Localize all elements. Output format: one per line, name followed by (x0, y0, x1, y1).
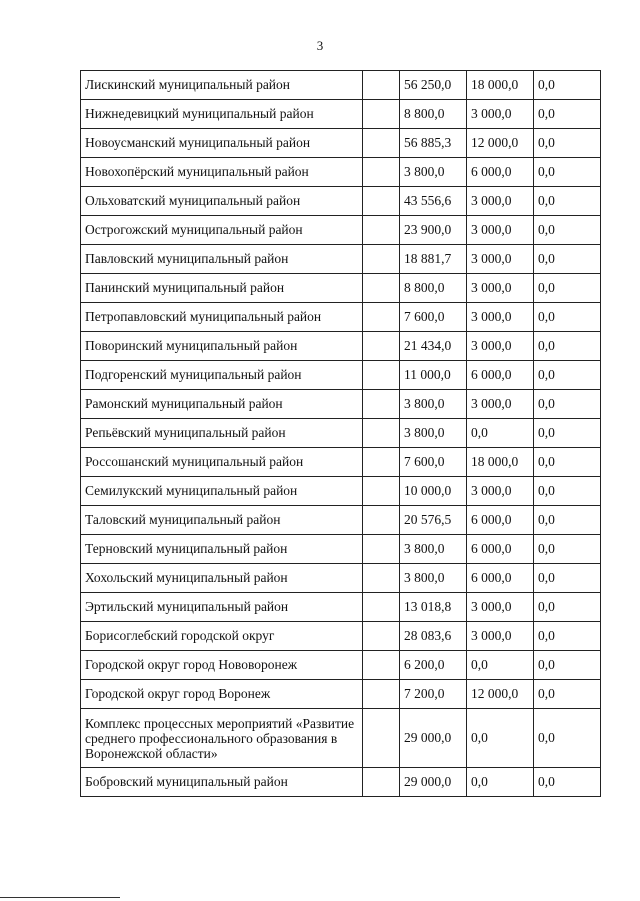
row-name-cell: Семилукский муниципальный район (81, 477, 363, 506)
table-row (81, 651, 601, 680)
table-row (81, 390, 601, 419)
table-row (81, 593, 601, 622)
row-value-2-cell: 6 000,0 (467, 361, 534, 390)
row-value-2-cell: 12 000,0 (467, 129, 534, 158)
table-row (81, 187, 601, 216)
row-value-2-cell: 3 000,0 (467, 622, 534, 651)
row-name-cell: Рамонский муниципальный район (81, 390, 363, 419)
row-value-3-cell: 0,0 (534, 303, 601, 332)
row-value-1-cell: 3 800,0 (400, 390, 467, 419)
row-value-3-cell: 0,0 (534, 158, 601, 187)
table-row (81, 448, 601, 477)
row-value-1-cell: 6 200,0 (400, 651, 467, 680)
row-value-2-cell: 18 000,0 (467, 71, 534, 100)
row-name-cell: Бобровский муниципальный район (81, 768, 363, 797)
row-empty-cell (363, 651, 400, 680)
row-empty-cell (363, 622, 400, 651)
table-row (81, 100, 601, 129)
row-value-2-cell: 6 000,0 (467, 564, 534, 593)
row-value-3-cell: 0,0 (534, 274, 601, 303)
row-empty-cell (363, 448, 400, 477)
row-name-cell: Павловский муниципальный район (81, 245, 363, 274)
row-value-1-cell: 29 000,0 (400, 709, 467, 768)
row-name-cell: Таловский муниципальный район (81, 506, 363, 535)
row-value-1-cell: 8 800,0 (400, 100, 467, 129)
table-row (81, 564, 601, 593)
row-value-2-cell: 6 000,0 (467, 535, 534, 564)
row-value-2-cell: 6 000,0 (467, 158, 534, 187)
row-name-cell: Городской округ город Воронеж (81, 680, 363, 709)
table-row (81, 680, 601, 709)
row-value-1-cell: 10 000,0 (400, 477, 467, 506)
row-empty-cell (363, 187, 400, 216)
row-name-cell: Лискинский муниципальный район (81, 71, 363, 100)
row-name-cell: Нижнедевицкий муниципальный район (81, 100, 363, 129)
table-row (81, 274, 601, 303)
row-name-cell: Петропавловский муниципальный район (81, 303, 363, 332)
row-empty-cell (363, 71, 400, 100)
table-row (81, 158, 601, 187)
row-value-2-cell: 18 000,0 (467, 448, 534, 477)
row-value-3-cell: 0,0 (534, 361, 601, 390)
row-value-1-cell: 7 200,0 (400, 680, 467, 709)
table-row (81, 709, 601, 768)
row-value-3-cell: 0,0 (534, 419, 601, 448)
row-value-3-cell: 0,0 (534, 651, 601, 680)
row-name-cell: Новоусманский муниципальный район (81, 129, 363, 158)
row-value-3-cell: 0,0 (534, 709, 601, 768)
row-value-1-cell: 21 434,0 (400, 332, 467, 361)
row-empty-cell (363, 129, 400, 158)
row-empty-cell (363, 332, 400, 361)
row-value-2-cell: 0,0 (467, 768, 534, 797)
row-name-cell: Борисоглебский городской округ (81, 622, 363, 651)
row-value-1-cell: 11 000,0 (400, 361, 467, 390)
row-empty-cell (363, 245, 400, 274)
row-value-1-cell: 18 881,7 (400, 245, 467, 274)
row-name-cell: Хохольский муниципальный район (81, 564, 363, 593)
row-value-3-cell: 0,0 (534, 768, 601, 797)
row-value-2-cell: 0,0 (467, 419, 534, 448)
row-name-cell: Репьёвский муниципальный район (81, 419, 363, 448)
row-value-3-cell: 0,0 (534, 680, 601, 709)
row-value-2-cell: 0,0 (467, 651, 534, 680)
row-value-3-cell: 0,0 (534, 129, 601, 158)
row-empty-cell (363, 477, 400, 506)
row-value-2-cell: 0,0 (467, 709, 534, 768)
row-value-3-cell: 0,0 (534, 216, 601, 245)
row-value-3-cell: 0,0 (534, 448, 601, 477)
row-value-1-cell: 56 885,3 (400, 129, 467, 158)
row-value-1-cell: 29 000,0 (400, 768, 467, 797)
row-value-1-cell: 20 576,5 (400, 506, 467, 535)
table-row (81, 129, 601, 158)
table-row (81, 361, 601, 390)
row-empty-cell (363, 709, 400, 768)
row-empty-cell (363, 361, 400, 390)
row-value-3-cell: 0,0 (534, 564, 601, 593)
row-empty-cell (363, 593, 400, 622)
row-value-2-cell: 3 000,0 (467, 216, 534, 245)
row-value-2-cell: 3 000,0 (467, 274, 534, 303)
row-value-3-cell: 0,0 (534, 332, 601, 361)
table-row (81, 419, 601, 448)
table-row (81, 506, 601, 535)
table-row (81, 71, 601, 100)
table-row (81, 332, 601, 361)
row-value-3-cell: 0,0 (534, 506, 601, 535)
row-empty-cell (363, 506, 400, 535)
row-empty-cell (363, 680, 400, 709)
row-empty-cell (363, 303, 400, 332)
row-name-cell: Эртильский муниципальный район (81, 593, 363, 622)
row-value-1-cell: 8 800,0 (400, 274, 467, 303)
table-body (81, 71, 601, 797)
table-row (81, 477, 601, 506)
table-row (81, 535, 601, 564)
row-value-1-cell: 43 556,6 (400, 187, 467, 216)
row-empty-cell (363, 564, 400, 593)
row-value-3-cell: 0,0 (534, 390, 601, 419)
row-empty-cell (363, 100, 400, 129)
page-number: 3 (316, 38, 324, 53)
row-value-1-cell: 7 600,0 (400, 303, 467, 332)
row-empty-cell (363, 419, 400, 448)
row-empty-cell (363, 535, 400, 564)
row-value-2-cell: 3 000,0 (467, 477, 534, 506)
row-value-3-cell: 0,0 (534, 187, 601, 216)
row-empty-cell (363, 390, 400, 419)
row-name-cell: Россошанский муниципальный район (81, 448, 363, 477)
row-empty-cell (363, 158, 400, 187)
row-empty-cell (363, 768, 400, 797)
row-name-cell: Терновский муниципальный район (81, 535, 363, 564)
row-value-3-cell: 0,0 (534, 477, 601, 506)
row-value-3-cell: 0,0 (534, 245, 601, 274)
row-name-cell: Комплекс процессных мероприятий «Развитие среднего профессионального образования в Воронежской области» (81, 709, 363, 768)
row-value-1-cell: 23 900,0 (400, 216, 467, 245)
row-value-2-cell: 3 000,0 (467, 303, 534, 332)
row-name-cell: Подгоренский муниципальный район (81, 361, 363, 390)
row-value-2-cell: 3 000,0 (467, 100, 534, 129)
row-value-1-cell: 28 083,6 (400, 622, 467, 651)
row-empty-cell (363, 216, 400, 245)
row-value-3-cell: 0,0 (534, 593, 601, 622)
row-value-1-cell: 3 800,0 (400, 564, 467, 593)
row-value-2-cell: 3 000,0 (467, 593, 534, 622)
row-value-3-cell: 0,0 (534, 71, 601, 100)
row-name-cell: Поворинский муниципальный район (81, 332, 363, 361)
row-name-cell: Панинский муниципальный район (81, 274, 363, 303)
row-value-2-cell: 3 000,0 (467, 390, 534, 419)
row-value-3-cell: 0,0 (534, 100, 601, 129)
row-value-1-cell: 3 800,0 (400, 419, 467, 448)
row-value-2-cell: 3 000,0 (467, 332, 534, 361)
row-value-2-cell: 3 000,0 (467, 245, 534, 274)
row-value-3-cell: 0,0 (534, 535, 601, 564)
row-value-1-cell: 3 800,0 (400, 158, 467, 187)
table-row (81, 303, 601, 332)
row-name-cell: Городской округ город Нововоронеж (81, 651, 363, 680)
row-value-1-cell: 13 018,8 (400, 593, 467, 622)
table-row (81, 216, 601, 245)
row-value-2-cell: 6 000,0 (467, 506, 534, 535)
row-value-3-cell: 0,0 (534, 622, 601, 651)
table-row (81, 622, 601, 651)
budget-table (80, 70, 601, 797)
footnote-divider (0, 897, 120, 898)
row-empty-cell (363, 274, 400, 303)
row-name-cell: Острогожский муниципальный район (81, 216, 363, 245)
table-row (81, 245, 601, 274)
row-value-1-cell: 7 600,0 (400, 448, 467, 477)
row-value-2-cell: 12 000,0 (467, 680, 534, 709)
row-name-cell: Ольховатский муниципальный район (81, 187, 363, 216)
table-row (81, 768, 601, 797)
row-value-2-cell: 3 000,0 (467, 187, 534, 216)
row-name-cell: Новохопёрский муниципальный район (81, 158, 363, 187)
row-value-1-cell: 3 800,0 (400, 535, 467, 564)
row-value-1-cell: 56 250,0 (400, 71, 467, 100)
